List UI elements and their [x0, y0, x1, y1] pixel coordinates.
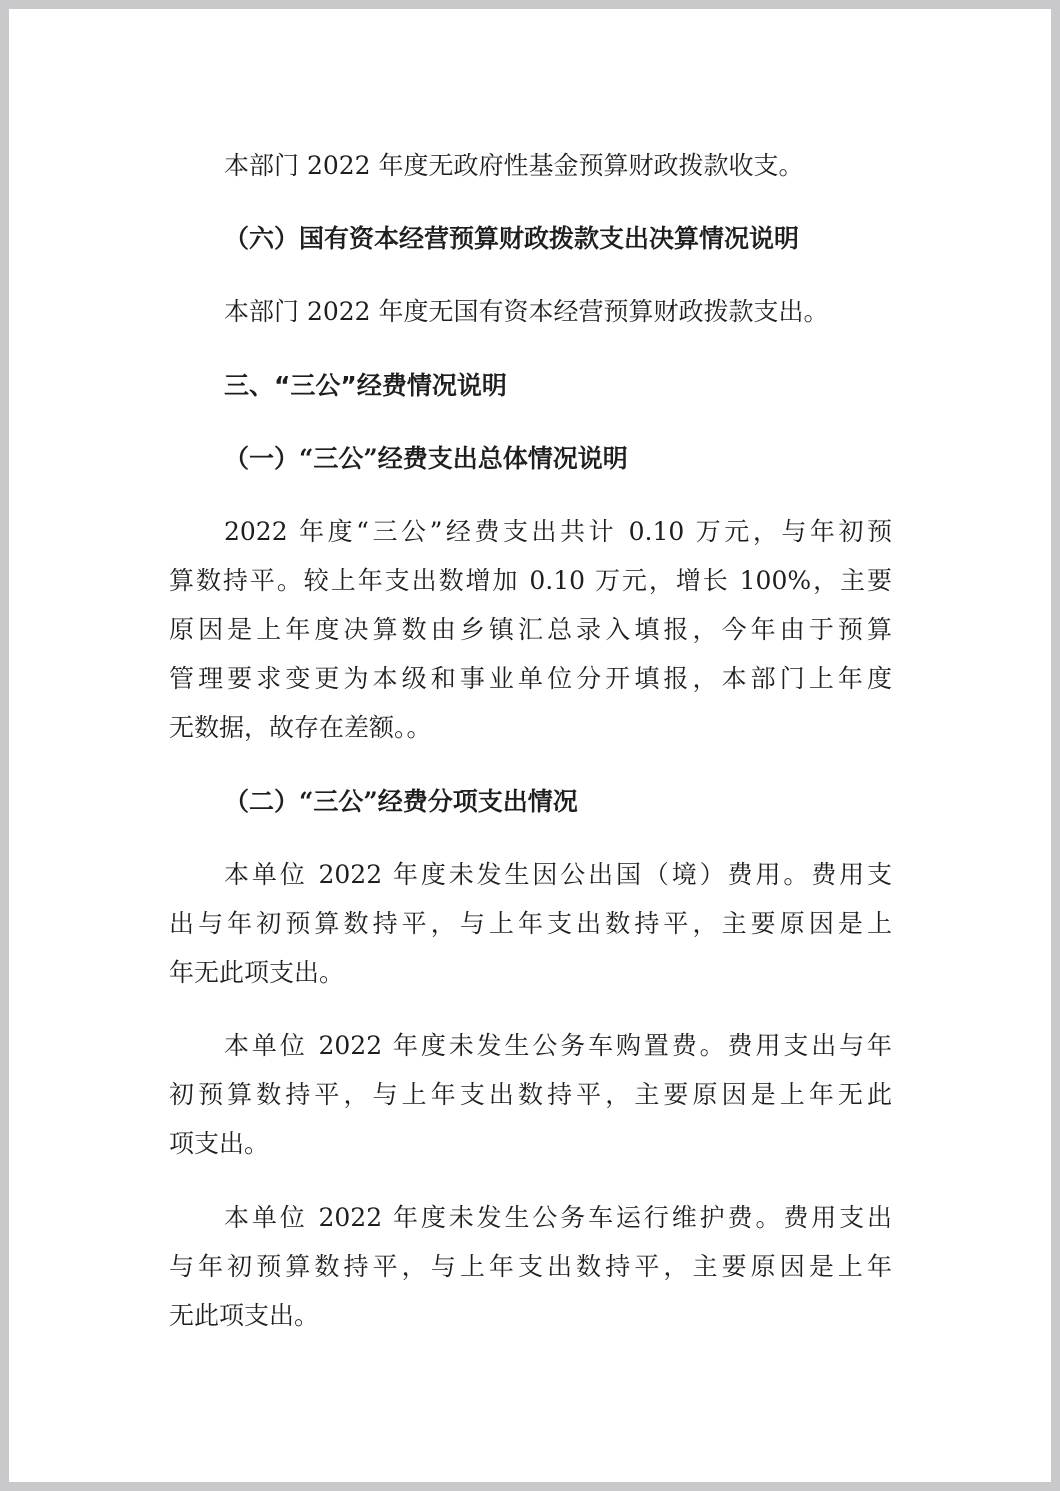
paragraph-line: 无数据，故存在差额。。: [169, 713, 432, 742]
paragraph-line: 本部门 2022 年度无政府性基金预算财政拨款收支。: [224, 151, 804, 180]
paragraph-line: 管理要求变更为本级和事业单位分开填报，本部门上年度: [169, 664, 892, 693]
paragraph-line: 年无此项支出。: [169, 958, 345, 987]
paragraph-line: 本单位 2022 年度未发生公务车运行维护费。费用支出: [224, 1203, 892, 1232]
paragraph-line: 原因是上年度决算数由乡镇汇总录入填报，今年由于预算: [169, 615, 892, 644]
paragraph-line: 出与年初预算数持平，与上年支出数持平，主要原因是上: [169, 909, 892, 938]
section-heading-1: （一）“三公”经费支出总体情况说明: [224, 444, 628, 473]
section-heading-6: （六）国有资本经营预算财政拨款支出决算情况说明: [224, 224, 800, 253]
paragraph-line: 本单位 2022 年度未发生因公出国（境）费用。费用支: [224, 860, 892, 889]
paragraph-line: 本单位 2022 年度未发生公务车购置费。费用支出与年: [224, 1031, 892, 1060]
paragraph-line: 2022 年度“三公”经费支出共计 0.10 万元，与年初预: [224, 517, 892, 546]
paragraph-line: 项支出。: [169, 1129, 270, 1158]
paragraph-line: 算数持平。较上年支出数增加 0.10 万元，增长 100%，主要: [169, 566, 892, 595]
document-page: [9, 9, 1051, 1482]
chapter-heading-3: 三、“三公”经费情况说明: [224, 371, 507, 400]
paragraph-line: 本部门 2022 年度无国有资本经营预算财政拨款支出。: [224, 297, 829, 326]
paragraph-line: 无此项支出。: [169, 1301, 320, 1330]
section-heading-2: （二）“三公”经费分项支出情况: [224, 787, 578, 816]
paragraph-line: 与年初预算数持平，与上年支出数持平，主要原因是上年: [169, 1252, 892, 1281]
paragraph-line: 初预算数持平，与上年支出数持平，主要原因是上年无此: [169, 1080, 892, 1109]
